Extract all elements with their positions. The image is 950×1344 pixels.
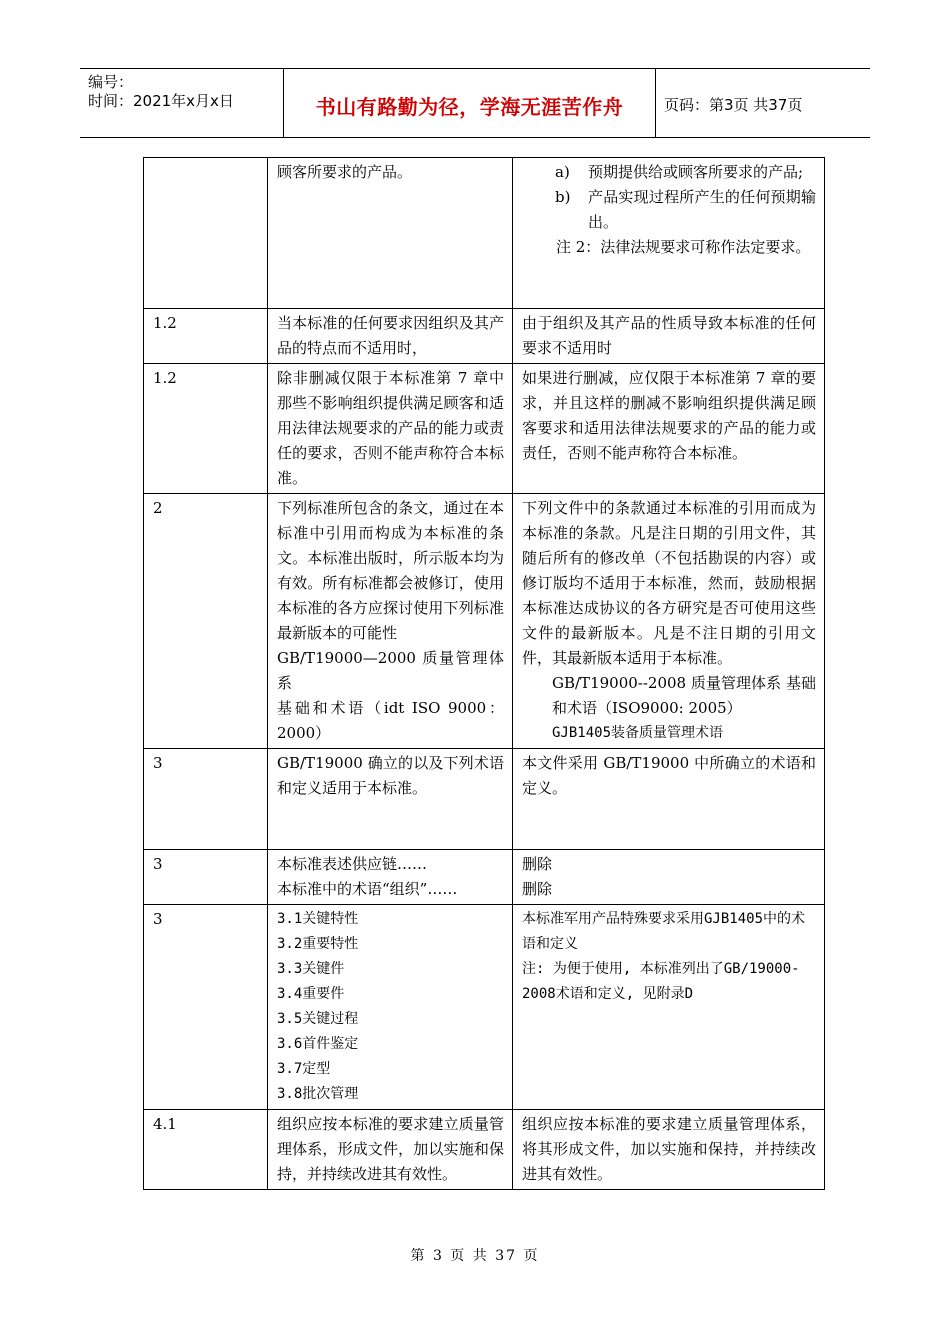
revised-text-cell: 如果进行删减，应仅限于本标准第 7 章的要求，并且这样的删减不影响组织提供满足顾客要求和适用法律法规要求的产品的能力或责任，否则不能声称符合本标准。 (513, 364, 825, 494)
revised-note: 注 2：法律法规要求可称作法定要求。 (556, 238, 811, 256)
table-row (144, 364, 825, 494)
original-text: 本标准表述供应链…… (277, 855, 428, 873)
revised-text-cell: 由于组织及其产品的性质导致本标准的任何要求不适用时 (513, 309, 825, 364)
clause-cell: 3 (144, 850, 268, 905)
reference-line: 基础和术语（idt ISO 9000：2000） (277, 699, 504, 742)
term-item: 3.2重要特性 (277, 936, 359, 952)
original-text-cell: 当本标准的任何要求因组织及其产品的特点而不适用时， (268, 309, 513, 364)
revised-text-cell (513, 494, 825, 749)
list-marker: a) (555, 163, 570, 181)
revised-text-cell: 组织应按本标准的要求建立质量管理体系，将其形成文件，加以实施和保持，并持续改进其有效性。 (513, 1110, 825, 1190)
original-text-cell (268, 158, 513, 309)
clause-cell: 3 (144, 749, 268, 850)
term-item: 3.1关键特性 (277, 911, 359, 927)
table-row (144, 905, 825, 1110)
clause-cell: 1.2 (144, 309, 268, 364)
original-text-cell (268, 850, 513, 905)
table-row (144, 158, 825, 309)
term-item: 3.3关键件 (277, 961, 345, 977)
document-number-label: 编号： (88, 73, 134, 91)
original-text: 下列标准所包含的条文，通过在本标准中引用而构成为本标准的条文。本标准出版时，所示版本均为有效。所有标准都会被修订，使用本标准的各方应探讨使用下列标准最新版本的可能性 (277, 499, 504, 642)
original-text: 顾客所要求的产品。 (277, 163, 413, 181)
original-text-cell: 除非删减仅限于本标准第 7 章中那些不影响组织提供满足顾客和适用法律法规要求的产品的能力或责任的要求，否则不能声称符合本标准。 (268, 364, 513, 494)
header-page-number: 页码：第3页 共37页 (664, 96, 803, 114)
header-motto: 书山有路勤为径，学海无涯苦作舟 (315, 95, 624, 119)
revised-text-cell (513, 905, 825, 1110)
list-text: 产品实现过程所产生的任何预期输出。 (588, 188, 816, 231)
original-text: 本标准中的术语“组织”…… (277, 880, 458, 898)
clause-cell: 2 (144, 494, 268, 749)
clause-cell: 4.1 (144, 1110, 268, 1190)
page-footer: 第 3 页 共 37 页 (410, 1248, 540, 1264)
page-header (80, 68, 870, 138)
list-item (522, 185, 816, 235)
revised-text: 本标准军用产品特殊要求采用GJB1405中的术语和定义 (522, 911, 805, 952)
list-text: 预期提供给或顾客所要求的产品; (588, 163, 804, 181)
term-item: 3.4重要件 (277, 986, 345, 1002)
table-row (144, 494, 825, 749)
reference-line: GB/T19000--2008 质量管理体系 基础和术语（ISO9000: 2005） (552, 674, 816, 717)
clause-cell: 3 (144, 905, 268, 1110)
list-item (522, 160, 816, 185)
original-text-cell: GB/T19000 确立的以及下列术语和定义适用于本标准。 (268, 749, 513, 850)
revised-text-cell (513, 158, 825, 309)
reference-line: GJB1405装备质量管理术语 (552, 725, 724, 741)
original-text-cell (268, 905, 513, 1110)
document-date-label: 时间：2021年x月x日 (88, 92, 234, 110)
term-item: 3.7定型 (277, 1061, 331, 1077)
clause-cell (144, 158, 268, 309)
original-text-cell (268, 494, 513, 749)
term-item: 3.6首件鉴定 (277, 1036, 359, 1052)
revised-text: 删除 (522, 880, 553, 898)
revised-text-cell: 本文件采用 GB/T19000 中所确立的术语和定义。 (513, 749, 825, 850)
table-row (144, 850, 825, 905)
list-marker: b) (555, 188, 571, 206)
reference-line: GB/T19000—2000 质量管理体系 (277, 649, 504, 692)
term-item: 3.5关键过程 (277, 1011, 359, 1027)
table-row (144, 1110, 825, 1190)
revised-text: 下列文件中的条款通过本标准的引用而成为本标准的条款。凡是注日期的引用文件，其随后所有的修改单（不包括勘误的内容）或修订版均不适用于本标准，然而，鼓励根据本标准达成协议的各方研究是否可使用这些文件的最新版本。凡是不注日期的引用文件，其最新版本适用于本标准。 (522, 499, 816, 667)
table-row (144, 309, 825, 364)
original-text-cell: 组织应按本标准的要求建立质量管理体系，形成文件，加以实施和保持，并持续改进其有效性。 (268, 1110, 513, 1190)
header-divider (655, 69, 656, 137)
clause-cell: 1.2 (144, 364, 268, 494)
revised-text-cell (513, 850, 825, 905)
revised-text: 删除 (522, 855, 553, 873)
header-meta (88, 73, 280, 111)
comparison-table (143, 157, 825, 1190)
table-row (144, 749, 825, 850)
revised-note: 注: 为便于使用, 本标准列出了GB/19000-2008术语和定义, 见附录D (522, 961, 800, 1002)
term-item: 3.8批次管理 (277, 1086, 359, 1102)
